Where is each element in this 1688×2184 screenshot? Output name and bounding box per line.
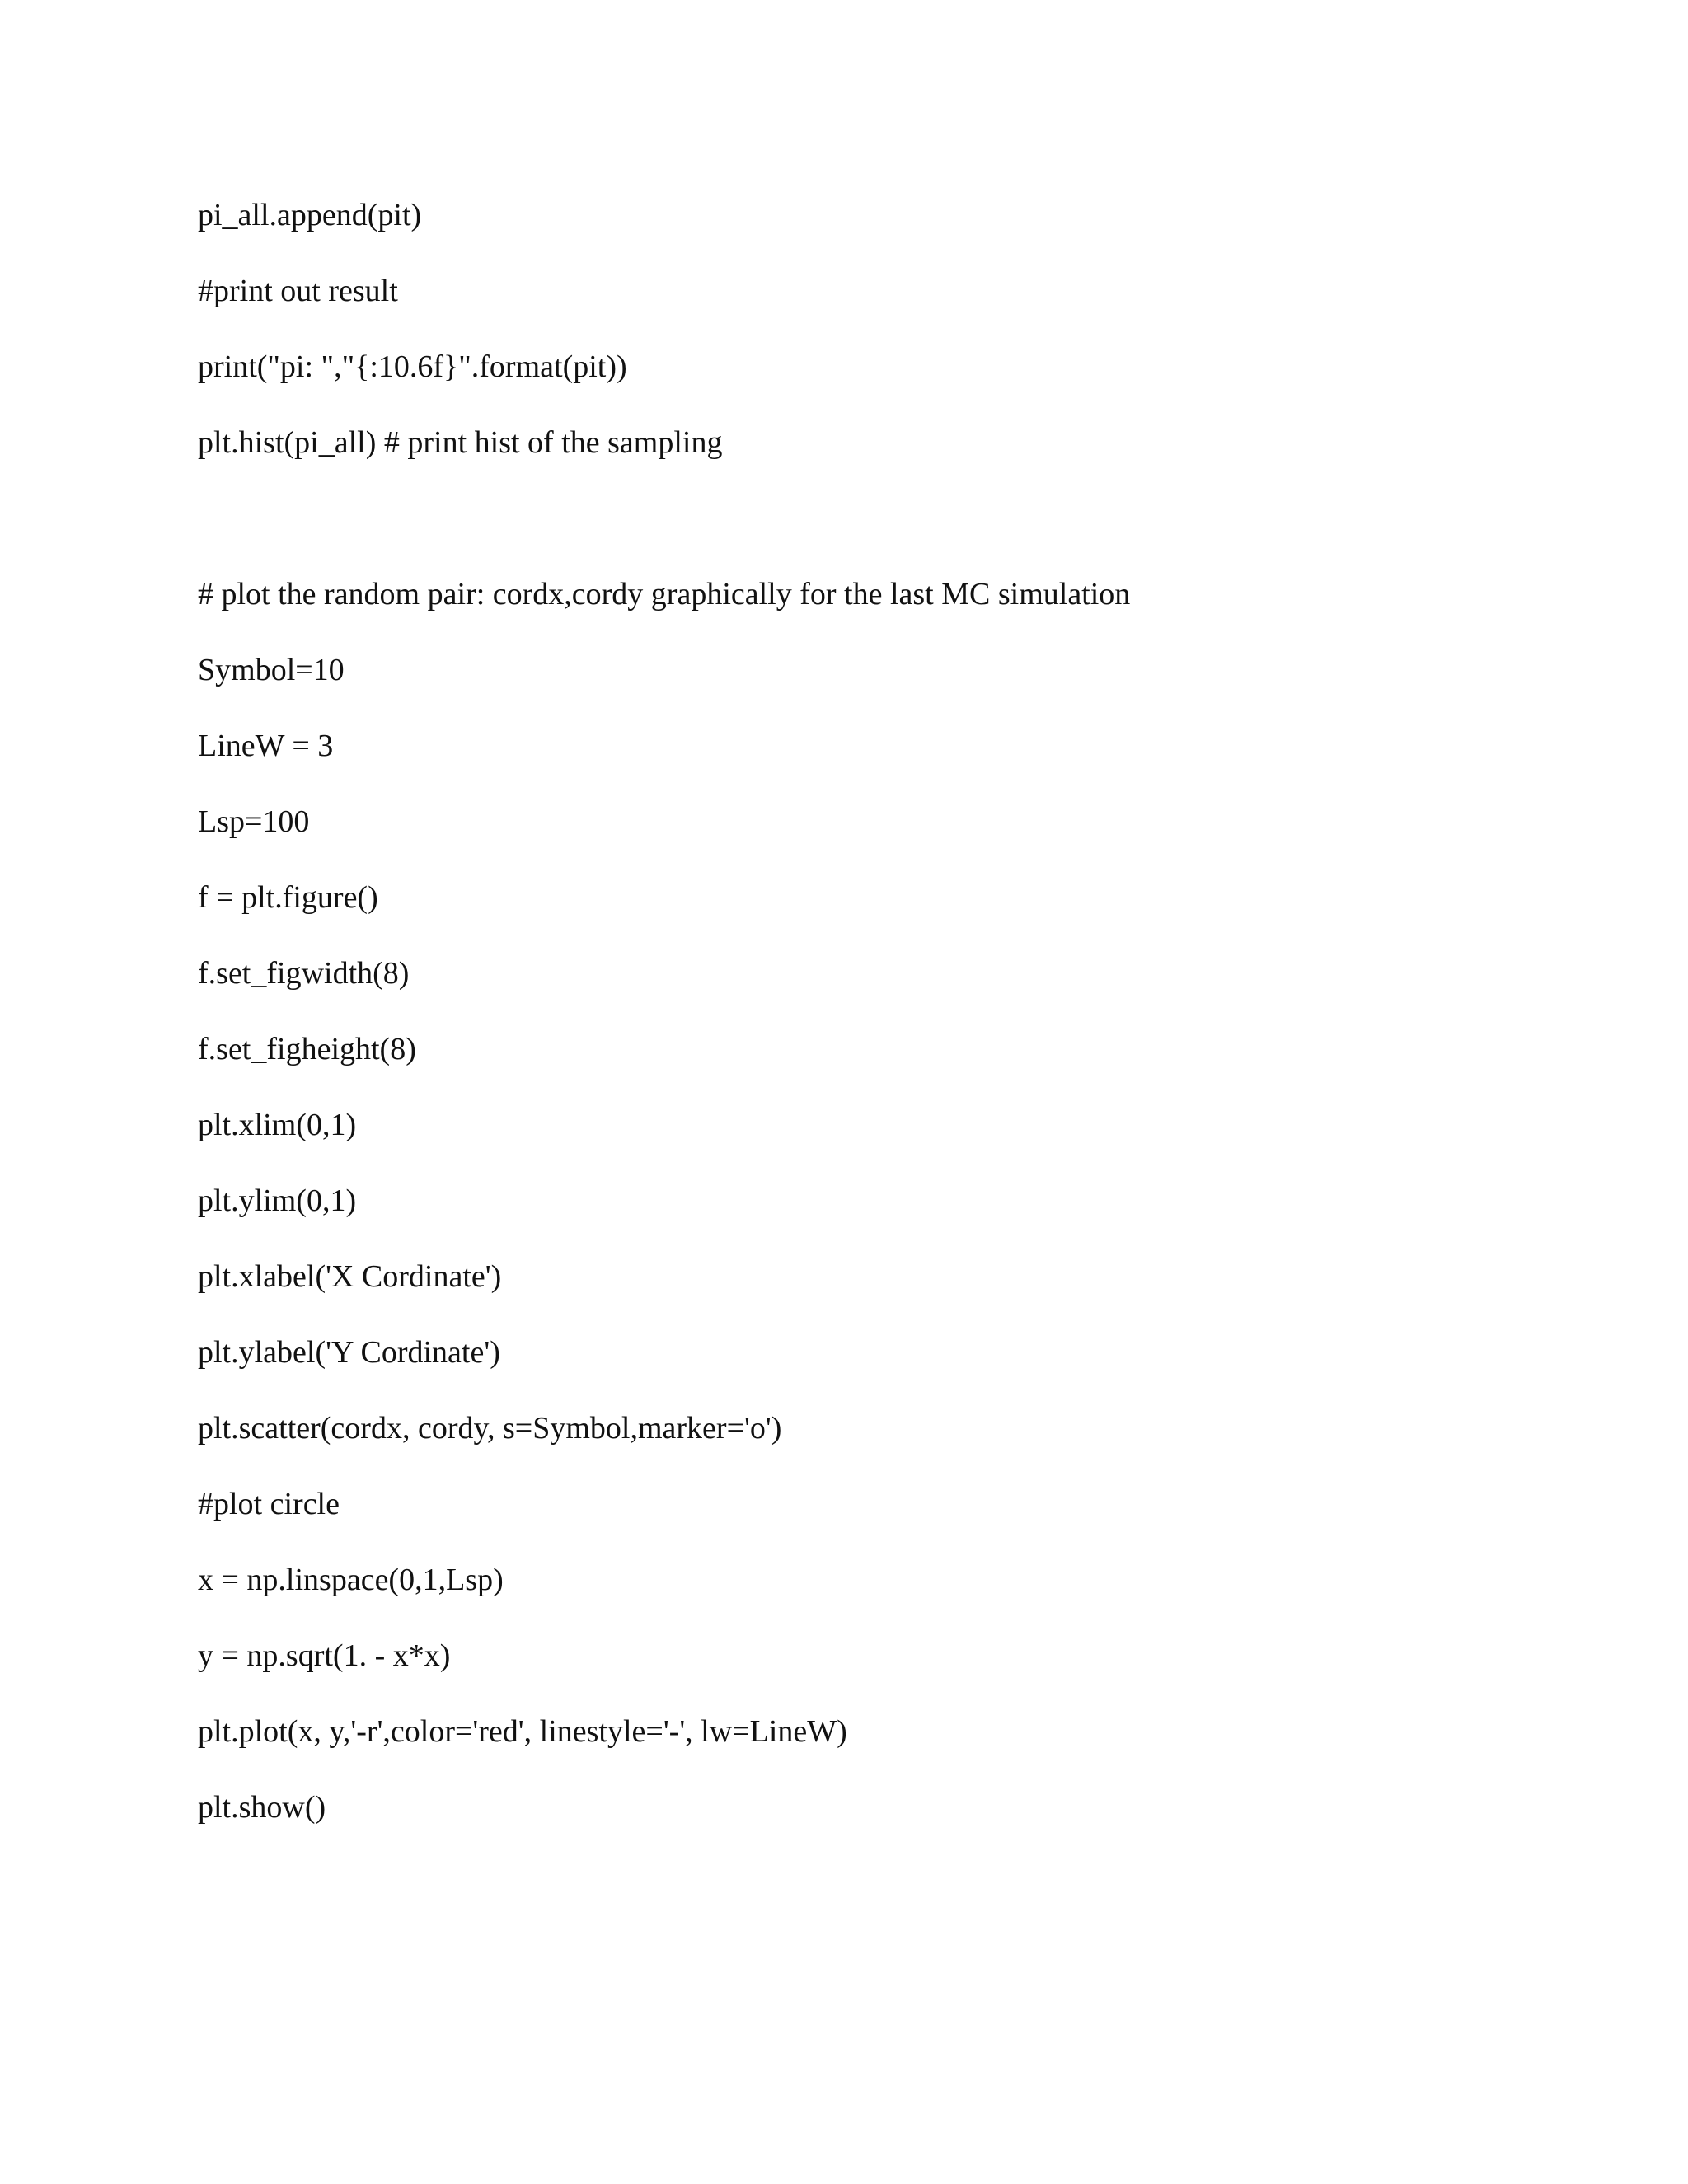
code-line-symbol: Symbol=10: [198, 653, 345, 687]
code-line-figure: f = plt.figure(): [198, 880, 378, 915]
code-line-ylabel: plt.ylabel('Y Cordinate'): [198, 1335, 500, 1370]
code-line-plot: plt.plot(x, y,'-r',color='red', linestyle='-', lw=LineW): [198, 1714, 847, 1749]
code-line-comment-print: #print out result: [198, 274, 398, 308]
code-line-ylim: plt.ylim(0,1): [198, 1183, 357, 1218]
code-line-show: plt.show(): [198, 1790, 326, 1825]
code-line-lsp: Lsp=100: [198, 804, 310, 839]
code-listing: [198, 196, 1599, 1864]
code-line-figheight: f.set_figheight(8): [198, 1032, 416, 1066]
code-line-print: print("pi: ","{:10.6f}".format(pit)): [198, 349, 627, 384]
code-line-xlabel: plt.xlabel('X Cordinate'): [198, 1259, 502, 1294]
code-line-hist: plt.hist(pi_all) # print hist of the sampling: [198, 425, 723, 460]
code-line-comment-circle: #plot circle: [198, 1487, 340, 1521]
code-line-comment-plot: # plot the random pair: cordx,cordy graphically for the last MC simulation: [198, 577, 1131, 612]
code-line-scatter: plt.scatter(cordx, cordy, s=Symbol,marker='o'): [198, 1411, 782, 1446]
code-line-sqrt: y = np.sqrt(1. - x*x): [198, 1638, 451, 1673]
code-line-append: pi_all.append(pit): [198, 198, 422, 232]
code-line-xlim: plt.xlim(0,1): [198, 1108, 357, 1142]
code-line-linew: LineW = 3: [198, 729, 334, 763]
code-line-linspace: x = np.linspace(0,1,Lsp): [198, 1563, 504, 1597]
code-line-figwidth: f.set_figwidth(8): [198, 956, 410, 991]
